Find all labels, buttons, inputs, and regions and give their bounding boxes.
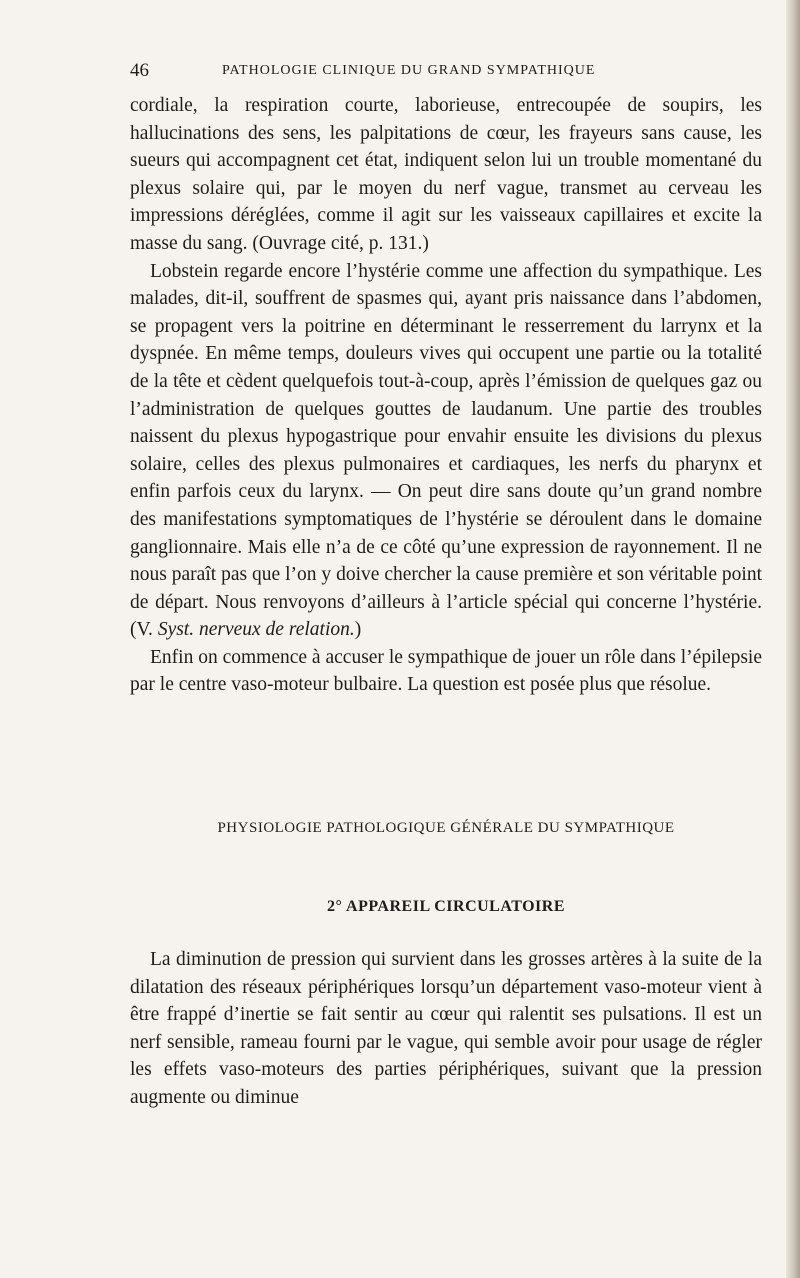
paragraph <box>130 258 762 644</box>
page-edge-shadow <box>786 0 800 1278</box>
paragraph-text: Lobstein regarde encore l’hystérie comme une affection du sympathique. Les malades, dit-il, souffrent de spasmes qui, ayant pris naissance dans l’abdomen, se propagent vers la poitrine en déterminant le resserrement du larrynx et la dyspnée. En même temps, douleurs vives qui occupent une partie ou la totalité de la tête et cèdent quelquefois tout-à-coup, après l’émission de quelques gaz ou l’administration de quelques gouttes de laudanum. Une partie des troubles naissent du plexus hypogastrique pour envahir ensuite les divisions du plexus solaire, celles des plexus pulmonaires et cardiaques, les nerfs du pharynx et enfin parfois ceux du larynx. — On peut dire sans doute qu’un grand nombre des manifestations symptomatiques de l’hystérie se déroulent dans le domaine ganglionnaire. Mais elle n’a de ce côté qu’une expression de rayonnement. Il ne nous paraît pas que l’on y doive chercher la cause première et son véritable point de départ. Nous renvoyons d’ailleurs à l’article spécial qui concerne l’hystérie. (V. <box>130 260 762 641</box>
running-head: PATHOLOGIE CLINIQUE DU GRAND SYMPATHIQUE <box>222 63 596 78</box>
section-text <box>130 946 762 1112</box>
page-number: 46 <box>130 60 149 81</box>
subsection-heading: 2° APPAREIL CIRCULATOIRE <box>327 898 565 915</box>
paragraph-text-end: ) <box>354 619 362 641</box>
section-heading: PHYSIOLOGIE PATHOLOGIQUE GÉNÉRALE DU SYMPATHIQUE <box>217 820 675 836</box>
main-text <box>130 92 762 699</box>
paragraph: cordiale, la respiration courte, laborieuse, entrecoupée de soupirs, les hallucinations des sens, les palpitations de cœur, les frayeurs sans cause, les sueurs qui accompagnent cet état, indiquent selon lui un trouble momentané du plexus solaire qui, par le moyen du nerf vague, transmet au cerveau les impressions déréglées, comme il agit sur les vaisseaux capillaires et excite la masse du sang. (Ouvrage cité, p. 131.) <box>130 95 762 254</box>
paragraph: La diminution de pression qui survient dans les grosses artères à la suite de la dilatation des réseaux périphériques lorsqu’un département vaso-moteur vient à être frappé d’inertie se fait sentir au cœur qui ralentit ses pulsations. Il est un nerf sensible, rameau fourni par le vague, qui semble avoir pour usage de régler les effets vaso-moteurs des parties périphériques, suivant que la pression augmente ou diminue <box>130 949 762 1108</box>
page-header <box>130 60 770 90</box>
paragraph: Enfin on commence à accuser le sympathique de jouer un rôle dans l’épilepsie par le centre vaso-moteur bulbaire. La question est posée plus que résolue. <box>130 646 762 696</box>
italic-reference: Syst. nerveux de relation. <box>157 619 355 641</box>
